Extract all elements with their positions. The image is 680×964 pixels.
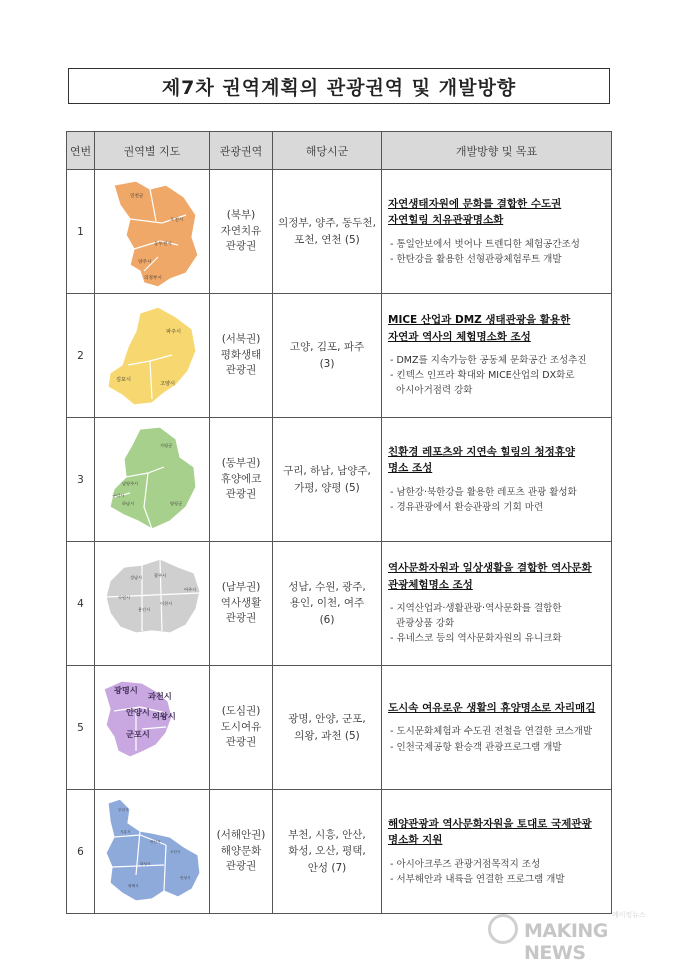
map-city-label: 이천시 xyxy=(160,600,173,606)
goal-title xyxy=(388,816,605,849)
goal-title-line: 자연힐링 치유관광명소화 xyxy=(388,214,504,227)
map-city-label: 동두천시 xyxy=(154,241,172,247)
cities-line: 안성 (7) xyxy=(307,861,347,874)
zone-map xyxy=(100,795,204,909)
table-row xyxy=(67,294,612,418)
header-area: 관광권역 xyxy=(210,132,273,170)
goal-cell xyxy=(382,170,612,294)
cities-line: (3) xyxy=(319,357,335,370)
cities-line: 포천, 연천 (5) xyxy=(294,233,360,246)
goal-bullet: - 서부해안과 내륙을 연결한 프로그램 개발 xyxy=(390,873,565,885)
cities-cell xyxy=(273,790,382,914)
table-row xyxy=(67,790,612,914)
map-city-label: 의왕시 xyxy=(152,710,176,721)
goal-bullet: - DMZ를 지속가능한 공동체 문화공간 조성추진 xyxy=(390,354,587,366)
map-city-label: 여주시 xyxy=(184,586,197,592)
map-city-label: 수원시 xyxy=(118,594,131,600)
map-city-label: 안성시 xyxy=(180,875,191,880)
goal-bullet: 관광상품 강화 xyxy=(390,618,455,630)
goal-bullet: - 한탄강을 활용한 선형관광체험루트 개발 xyxy=(390,253,562,265)
map-city-label: 안양시 xyxy=(126,706,150,717)
map-city-label: 안산시 xyxy=(150,839,161,844)
zone-name-line: 휴양에코 xyxy=(220,472,262,485)
zone-map-shape xyxy=(110,427,196,529)
map-city-label: 가평군 xyxy=(160,442,173,448)
zone-name-line: 평화생태 xyxy=(220,348,262,361)
goal-cell xyxy=(382,790,612,914)
watermark-name: MAKING NEWS xyxy=(524,920,608,964)
table-row xyxy=(67,666,612,790)
zone-name-line: 관광권 xyxy=(225,240,257,253)
zone-name-line: 관광권 xyxy=(225,364,257,377)
zone-map xyxy=(100,671,204,785)
zone-name-cell xyxy=(210,666,273,790)
zone-name-line: 관광권 xyxy=(225,488,257,501)
cities-line: 용인, 이천, 여주 xyxy=(289,597,365,610)
map-city-label: 파주시 xyxy=(166,328,182,335)
header-goal: 개발방향 및 목표 xyxy=(382,132,612,170)
goal-title-line: 명소화 지원 xyxy=(388,834,443,847)
goal-bullet: - 인천국제공항 환승객 관광프로그램 개발 xyxy=(390,741,562,753)
zone-name-line: 도시여유 xyxy=(220,720,262,733)
zone-map-cell xyxy=(95,418,210,542)
row-number: 6 xyxy=(67,790,95,914)
row-number: 3 xyxy=(67,418,95,542)
map-city-label: 군포시 xyxy=(126,728,150,739)
table-row xyxy=(67,542,612,666)
map-city-label: 남양주시 xyxy=(122,480,139,486)
zone-map-cell xyxy=(95,542,210,666)
goal-title xyxy=(388,560,605,593)
zone-name-line: (북부) xyxy=(226,208,256,221)
zone-name-line: 자연치유 xyxy=(220,224,262,237)
cities-line: 성남, 수원, 광주, xyxy=(288,581,366,594)
table-row xyxy=(67,170,612,294)
zone-name-cell xyxy=(210,790,273,914)
map-city-label: 광주시 xyxy=(154,572,167,578)
goal-bullet: - 남한강·북한강을 활용한 레포츠 관광 활성화 xyxy=(390,486,577,498)
zone-map xyxy=(100,423,204,537)
map-city-label: 성남시 xyxy=(130,574,143,580)
map-city-label: 용인시 xyxy=(138,606,151,612)
cities-line: 부천, 시흥, 안산, xyxy=(288,829,366,842)
goal-title-line: 명소 조성 xyxy=(388,462,433,475)
goal-title-line: 역사문화자원과 일상생활을 결합한 역사문화 xyxy=(388,562,592,575)
map-city-label: 평택시 xyxy=(128,883,139,888)
map-city-label: 고양시 xyxy=(160,380,176,387)
map-city-label: 양주시 xyxy=(138,259,152,265)
goal-title-line: MICE 산업과 DMZ 생태관광을 활용한 xyxy=(388,314,571,327)
goal-cell xyxy=(382,294,612,418)
row-number: 2 xyxy=(67,294,95,418)
map-city-label: 연천군 xyxy=(130,193,144,199)
goal-title xyxy=(388,444,605,477)
cities-line: 의왕, 과천 (5) xyxy=(294,729,360,742)
zone-map-shape xyxy=(114,181,198,287)
goal-bullet: 아시아거점력 강화 xyxy=(390,385,473,397)
header-map: 권역별 지도 xyxy=(95,132,210,170)
goal-title xyxy=(388,196,605,229)
cities-line: 광명, 안양, 군포, xyxy=(288,713,366,726)
tourism-zone-table xyxy=(66,131,612,914)
zone-map xyxy=(100,547,204,661)
document-title: 제7차 권역계획의 관광권역 및 개발방향 xyxy=(68,68,610,104)
cities-line: 화성, 오산, 평택, xyxy=(288,845,366,858)
goal-bullet: - 아시아크루즈 관광거점목적지 조성 xyxy=(390,858,541,870)
zone-map xyxy=(100,299,204,413)
zone-name-cell xyxy=(210,418,273,542)
zone-name-cell xyxy=(210,170,273,294)
map-city-label: 김포시 xyxy=(116,376,132,383)
zone-name-line: 관광권 xyxy=(225,612,257,625)
header-num: 연번 xyxy=(67,132,95,170)
map-city-label: 과천시 xyxy=(148,690,172,701)
row-number: 4 xyxy=(67,542,95,666)
zone-name-line: 관광권 xyxy=(225,736,257,749)
cities-line: 의정부, 양주, 동두천, xyxy=(278,217,376,230)
goal-title-line: 관광체험명소 조성 xyxy=(388,578,473,591)
zone-map-shape xyxy=(106,799,200,901)
header-cities: 해당시군 xyxy=(273,132,382,170)
map-city-label: 시흥시 xyxy=(120,829,131,834)
zone-name-line: (서해안권) xyxy=(216,828,266,841)
row-number: 1 xyxy=(67,170,95,294)
cities-line: 고양, 김포, 파주 xyxy=(289,341,365,354)
map-city-label: 하남시 xyxy=(122,500,135,506)
cities-cell xyxy=(273,666,382,790)
map-city-label: 의정부시 xyxy=(144,275,162,281)
zone-name-line: 관광권 xyxy=(225,860,257,873)
map-city-label: 부천시 xyxy=(118,807,129,812)
goal-title-line: 해양관광과 역사문화자원을 토대로 국제관광 xyxy=(388,818,592,831)
map-city-label: 오산시 xyxy=(170,849,181,854)
zone-map-cell xyxy=(95,294,210,418)
zone-map-cell xyxy=(95,666,210,790)
cities-cell xyxy=(273,542,382,666)
making-news-logo-icon xyxy=(488,914,518,944)
map-city-label: 광명시 xyxy=(114,684,138,695)
zone-name-line: (도심권) xyxy=(221,704,261,717)
cities-cell xyxy=(273,170,382,294)
goal-bullet: - 도시문화체험과 수도권 전철을 연결한 코스개발 xyxy=(390,726,593,738)
zone-name-line: 해양문화 xyxy=(220,844,262,857)
goal-title-line: 도시속 여유로운 생활의 휴양명소로 자리매김 xyxy=(388,702,596,715)
goal-bullet: - 통일안보에서 벗어나 트렌디한 체험공간조성 xyxy=(390,238,580,250)
goal-bullet: - 킨텍스 인프라 확대와 MICE산업의 DX화로 xyxy=(390,370,575,382)
goal-title xyxy=(388,312,605,345)
goal-bullet: - 경유관광에서 환승관광의 기회 마련 xyxy=(390,501,544,513)
zone-name-cell xyxy=(210,294,273,418)
zone-name-line: 역사생활 xyxy=(220,596,262,609)
cities-cell xyxy=(273,294,382,418)
map-city-label: 화성시 xyxy=(140,861,151,866)
zone-name-cell xyxy=(210,542,273,666)
map-city-label: 구리시 xyxy=(112,492,125,498)
map-city-label: 포천시 xyxy=(170,217,184,223)
goal-bullet: - 유네스코 등의 역사문화자원의 유니크화 xyxy=(390,633,562,645)
goal-cell xyxy=(382,418,612,542)
goal-title-line: 자연생태자원에 문화를 결합한 수도권 xyxy=(388,198,562,211)
goal-title-line: 자연과 역사의 체험명소화 조성 xyxy=(388,330,531,343)
cities-cell xyxy=(273,418,382,542)
cities-line: 구리, 하남, 남양주, xyxy=(283,465,371,478)
zone-name-line: (서북권) xyxy=(221,332,261,345)
cities-line: 가평, 양평 (5) xyxy=(294,481,360,494)
watermark-sub: 메이킹뉴스 xyxy=(612,911,646,919)
zone-map-cell xyxy=(95,170,210,294)
table-header-row xyxy=(67,132,612,170)
zone-name-line: (남부권) xyxy=(221,580,261,593)
goal-title xyxy=(388,700,605,716)
goal-cell xyxy=(382,542,612,666)
goal-bullet: - 지역산업과·생활관광·역사문화를 결합한 xyxy=(390,602,562,614)
goal-title-line: 친환경 레포츠와 지연속 힐링의 청정휴양 xyxy=(388,446,576,459)
map-city-label: 양평군 xyxy=(170,500,183,506)
row-number: 5 xyxy=(67,666,95,790)
zone-name-line: (동부권) xyxy=(221,456,261,469)
cities-line: (6) xyxy=(319,613,335,626)
zone-map-cell xyxy=(95,790,210,914)
making-news-watermark xyxy=(488,908,668,964)
zone-map xyxy=(100,175,204,289)
goal-cell xyxy=(382,666,612,790)
table-row xyxy=(67,418,612,542)
